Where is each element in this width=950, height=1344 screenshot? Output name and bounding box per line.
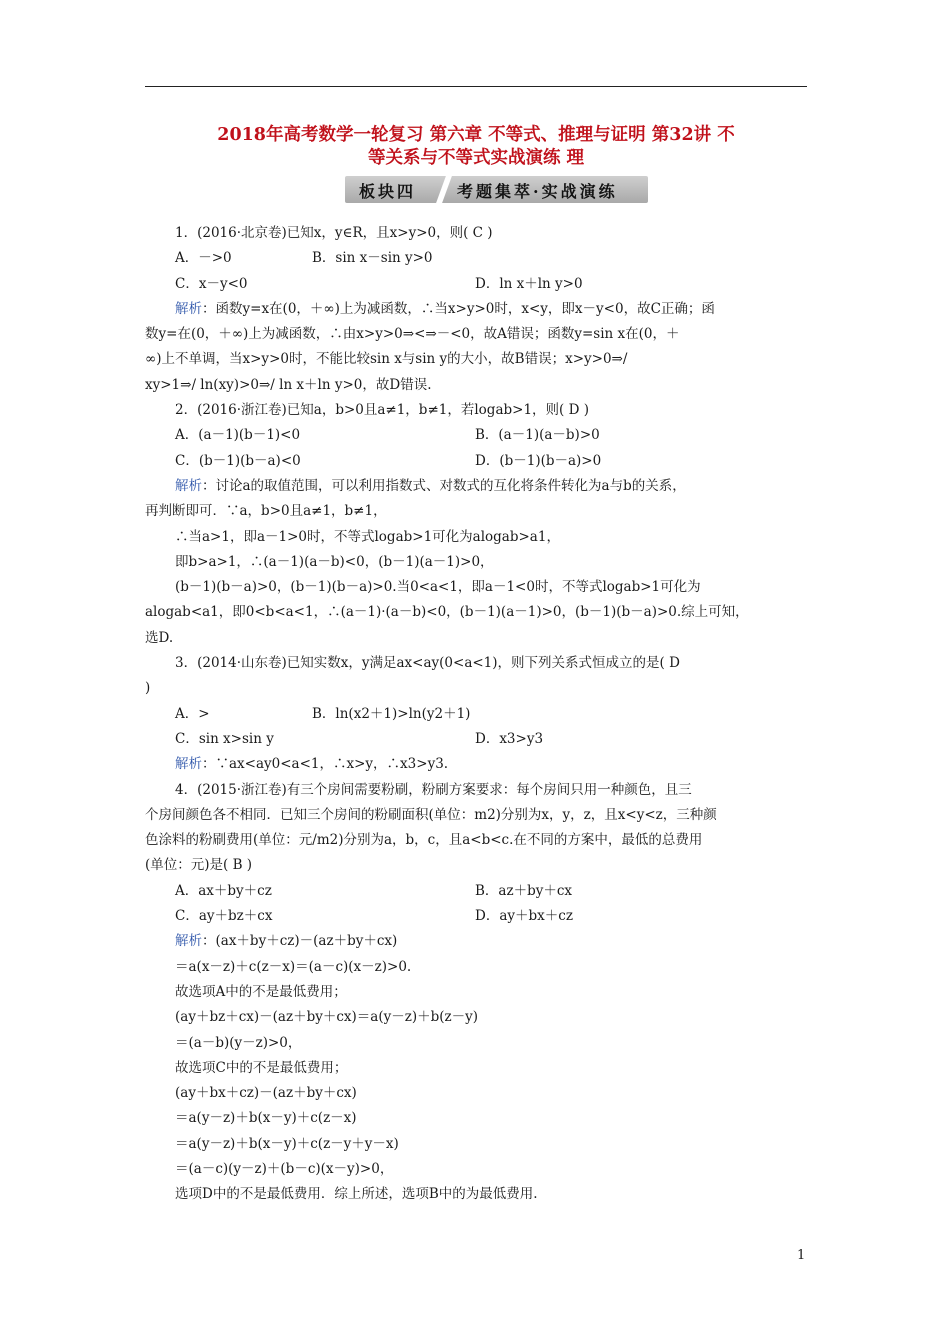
continuation-line: (单位：元)是( B )	[145, 857, 253, 874]
option-left: A．ax＋by＋cz	[175, 882, 272, 899]
continuation-line: xy>1⇒/ ln(xy)>0⇒/ ln x＋ln y>0，故D错误.	[145, 376, 432, 393]
title-line-2: 等关系与不等式实战演练 理	[367, 148, 585, 168]
document-title	[140, 124, 812, 170]
continuation-line: 数y=在(0，＋∞)上为减函数，∴由x>y>0⇒<⇒－<0，故A错误；函数y=sin x在(0，＋	[145, 326, 680, 343]
option-right: D．(b－1)(b－a)>0	[475, 452, 602, 469]
solution-text: ：讨论a的取值范围，可以利用指数式、对数式的互化将条件转化为a与b的关系，	[202, 477, 686, 494]
text-line: ＝a(y－z)＋b(x－y)＋c(z－x)	[175, 1110, 357, 1127]
text-line: 选项D中的不是最低费用．综上所述，选项B中的为最低费用.	[175, 1186, 538, 1203]
text-line: 4．(2015·浙江卷)有三个房间需要粉刷，粉刷方案要求：每个房间只用一种颜色，且三	[175, 781, 692, 798]
banner-right-text: 考题集萃·实战演练	[457, 182, 618, 201]
option-row	[145, 449, 811, 474]
option-left: C．x－y<0	[175, 275, 248, 292]
solution-label: 解析	[175, 477, 202, 494]
text-line: 故选项A中的不是最低费用；	[175, 983, 347, 1000]
banner-divider	[435, 174, 452, 205]
option-left: C．ay＋bz＋cx	[175, 908, 273, 925]
solution-text: ：∵ax<ay0<a<1，∴x>y，∴x3>y3.	[202, 756, 449, 773]
text-line: ＝a(x－z)＋c(z－x)＝(a－c)(x－z)>0.	[175, 958, 412, 975]
continuation-line: 个房间颜色各不相同．已知三个房间的粉刷面积(单位：m2)分别为x，y，z，且x<y<z，三种颜	[145, 806, 717, 823]
solution-label: 解析	[175, 300, 202, 317]
title-line-1: 2018年高考数学一轮复习 第六章 不等式、推理与证明 第32讲 不	[217, 125, 735, 145]
continuation-line: 选D.	[145, 629, 174, 646]
solution-line	[145, 929, 811, 954]
option-right: B．ln(x2＋1)>ln(y2＋1)	[312, 705, 471, 722]
text-line: 即b>a>1，∴(a－1)(a－b)<0，(b－1)(a－1)>0，	[175, 553, 494, 570]
text-line: 故选项C中的不是最低费用；	[175, 1059, 348, 1076]
text-line: (b－1)(b－a)>0，(b－1)(b－a)>0.当0<a<1，即a－1<0时，不等式logab>1可化为	[175, 579, 701, 596]
solution-line	[145, 474, 811, 499]
option-left: C．sin x>sin y	[175, 730, 274, 747]
option-right: D．ln x＋ln y>0	[475, 275, 583, 292]
option-right: D．ay＋bx＋cz	[475, 908, 573, 925]
section-banner	[345, 176, 648, 203]
option-row	[145, 879, 811, 904]
option-row	[145, 423, 811, 448]
option-left: A．>	[175, 705, 210, 722]
continuation-line: )	[145, 680, 151, 697]
continuation-line: 色涂料的粉刷费用(单位：元/m2)分别为a，b，c，且a<b<c.在不同的方案中，最低的总费用	[145, 832, 703, 849]
option-right: D．x3>y3	[475, 730, 544, 747]
option-left: A．(a－1)(b－1)<0	[175, 427, 301, 444]
header-rule	[145, 86, 807, 87]
text-line: ＝a(y－z)＋b(x－y)＋c(z－y＋y－x)	[175, 1135, 399, 1152]
option-right: B．az＋by＋cx	[475, 882, 573, 899]
continuation-line: 再判断即可．∵a，b>0且a≠1，b≠1，	[145, 503, 387, 520]
text-line: ∴当a>1，即a－1>0时，不等式logab>1可化为alogab>a1，	[175, 528, 560, 545]
document-body	[145, 221, 811, 1208]
text-line: (ay＋bz＋cx)－(az＋by＋cx)＝a(y－z)＋b(z－y)	[175, 1009, 479, 1026]
option-left: A．－>0	[175, 250, 232, 267]
solution-label: 解析	[175, 933, 202, 950]
solution-text: ：(ax＋by＋cz)－(az＋by＋cx)	[202, 933, 398, 950]
text-line: ＝(a－b)(y－z)>0，	[175, 1034, 302, 1051]
continuation-line: ∞)上不单调，当x>y>0时，不能比较sin x与sin y的大小，故B错误；x>y>0⇒/	[145, 351, 628, 368]
option-right: B．(a－1)(a－b)>0	[475, 427, 600, 444]
option-row	[145, 702, 811, 727]
text-line: 1．(2016·北京卷)已知x，y∈R，且x>y>0，则( C )	[175, 225, 493, 241]
option-row	[145, 727, 811, 752]
solution-line	[145, 297, 811, 322]
text-line: ＝(a－c)(y－z)＋(b－c)(x－y)>0，	[175, 1160, 394, 1177]
option-left: C．(b－1)(b－a)<0	[175, 452, 301, 469]
option-right: B．sin x－sin y>0	[312, 250, 433, 267]
text-line: (ay＋bx＋cz)－(az＋by＋cx)	[175, 1085, 357, 1102]
option-row	[145, 904, 811, 929]
page-number: 1	[797, 1248, 806, 1263]
text-line: 3．(2014·山东卷)已知实数x，y满足ax<ay(0<a<1)，则下列关系式恒成立的是( D	[175, 655, 680, 672]
text-line: 2．(2016·浙江卷)已知a，b>0且a≠1，b≠1，若logab>1，则( D )	[175, 402, 589, 419]
solution-label: 解析	[175, 756, 202, 773]
option-row	[145, 246, 811, 271]
solution-line	[145, 752, 811, 777]
continuation-line: alogab<a1，即0<b<a<1，∴(a－1)·(a－b)<0，(b－1)(a－1)>0，(b－1)(b－a)>0.综上可知，	[145, 604, 749, 621]
option-row	[145, 272, 811, 297]
solution-text: ：函数y=x在(0，＋∞)上为减函数，∴当x>y>0时，x<y，即x－y<0，故C正确；函	[202, 300, 715, 317]
banner-left-text: 板块四	[359, 182, 417, 201]
